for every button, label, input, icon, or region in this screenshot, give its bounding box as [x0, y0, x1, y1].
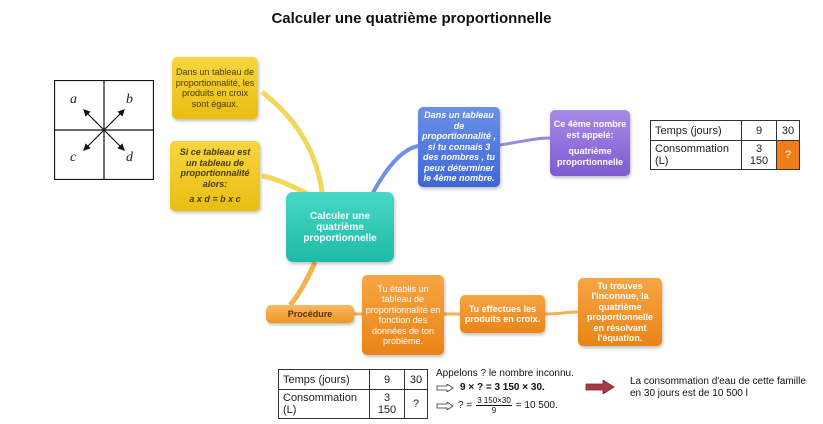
- explanation-equation: 9 × ? = 3 150 × 30.: [460, 382, 545, 393]
- explanation-step1: [436, 382, 586, 394]
- table-top-unknown: ?: [777, 141, 800, 170]
- conclusion: [630, 376, 820, 400]
- node-center-text: Calculer une quatrième proportionnelle: [303, 210, 377, 244]
- table-top: [650, 120, 800, 170]
- node-procedure: [266, 305, 354, 323]
- explanation: [436, 368, 586, 415]
- cross-product-diagram: [54, 80, 154, 180]
- table-bottom-cell: ?: [405, 390, 428, 419]
- table-row: [279, 390, 428, 419]
- node-center: [286, 192, 394, 262]
- node-fourth-number-line1: Ce 4ème nombre est appelé:: [553, 119, 627, 140]
- node-known-three-numbers: [418, 107, 500, 187]
- node-fourth-number-name: [550, 110, 630, 176]
- cross-letter-a: a: [70, 92, 77, 107]
- arrow-outline-icon: [436, 402, 454, 410]
- explanation-result-prefix: ? =: [458, 399, 473, 411]
- table-row: [651, 121, 800, 141]
- node-condition-formula: a x d = b x c: [189, 194, 241, 205]
- table-top-label: Consommation (L): [651, 141, 742, 170]
- table-top-cell: 9: [742, 121, 777, 141]
- node-known-three-text: Dans un tableau de proportionnalité , si tu connais 3 des nombres , tu peux déterminer le 4ème nombre.: [422, 110, 496, 184]
- table-bottom-cell: 3 150: [370, 390, 405, 419]
- node-step-cross-products: [460, 295, 545, 333]
- node-proportionality-condition: [170, 141, 260, 211]
- conclusion-line1: La consommation d'eau de cette famille: [630, 376, 806, 387]
- table-bottom-cell: 9: [370, 370, 405, 390]
- explanation-intro: Appelons ? le nombre inconnu.: [436, 368, 574, 379]
- explanation-fraction: [476, 396, 512, 415]
- node-condition-text: Si ce tableau est un tableau de proportionnalité alors:: [179, 147, 251, 189]
- cross-letter-c: c: [70, 150, 77, 165]
- cross-letter-b: b: [126, 92, 133, 107]
- fraction-numerator: 3 150×30: [477, 396, 511, 405]
- conclusion-line2: en 30 jours est de 10 500 l: [630, 388, 748, 399]
- table-bottom-cell: 30: [405, 370, 428, 390]
- fraction-denominator: 9: [491, 406, 497, 415]
- table-bottom: [278, 369, 428, 419]
- node-fourth-number-line2: quatrième proportionnelle: [557, 146, 623, 167]
- node-procedure-text: Procédure: [287, 308, 333, 319]
- table-top-cell: 3 150: [742, 141, 777, 170]
- table-row: [279, 370, 428, 390]
- arrow-right-icon: [585, 380, 615, 394]
- node-step-table-text: Tu établis un tableau de proportionnalité en fonction des données de ton problème.: [365, 283, 441, 346]
- page-title: Calculer une quatrième proportionnelle: [271, 10, 552, 27]
- table-bottom-label: Temps (jours): [279, 370, 370, 390]
- node-cross-product-rule-text: Dans un tableau de proportionnalité, les produits en croix sont égaux.: [175, 67, 255, 109]
- table-row: [651, 141, 800, 170]
- explanation-step2: [436, 396, 586, 415]
- table-bottom-label: Consommation (L): [279, 390, 370, 419]
- node-step-table: [362, 275, 444, 355]
- node-step-solve-text: Tu trouves l'inconnue, la quatrième proportionnelle en résolvant l'équation.: [587, 280, 653, 343]
- node-step-cross-text: Tu effectues les produits en croix.: [464, 303, 541, 324]
- cross-letter-d: d: [126, 150, 133, 165]
- explanation-result-suffix: = 10 500.: [515, 399, 558, 411]
- node-step-solve: [578, 278, 662, 346]
- table-top-cell: 30: [777, 121, 800, 141]
- node-cross-product-rule: [172, 57, 258, 119]
- cross-product-grid: [54, 80, 154, 180]
- arrow-outline-icon: [436, 384, 454, 392]
- table-top-label: Temps (jours): [651, 121, 742, 141]
